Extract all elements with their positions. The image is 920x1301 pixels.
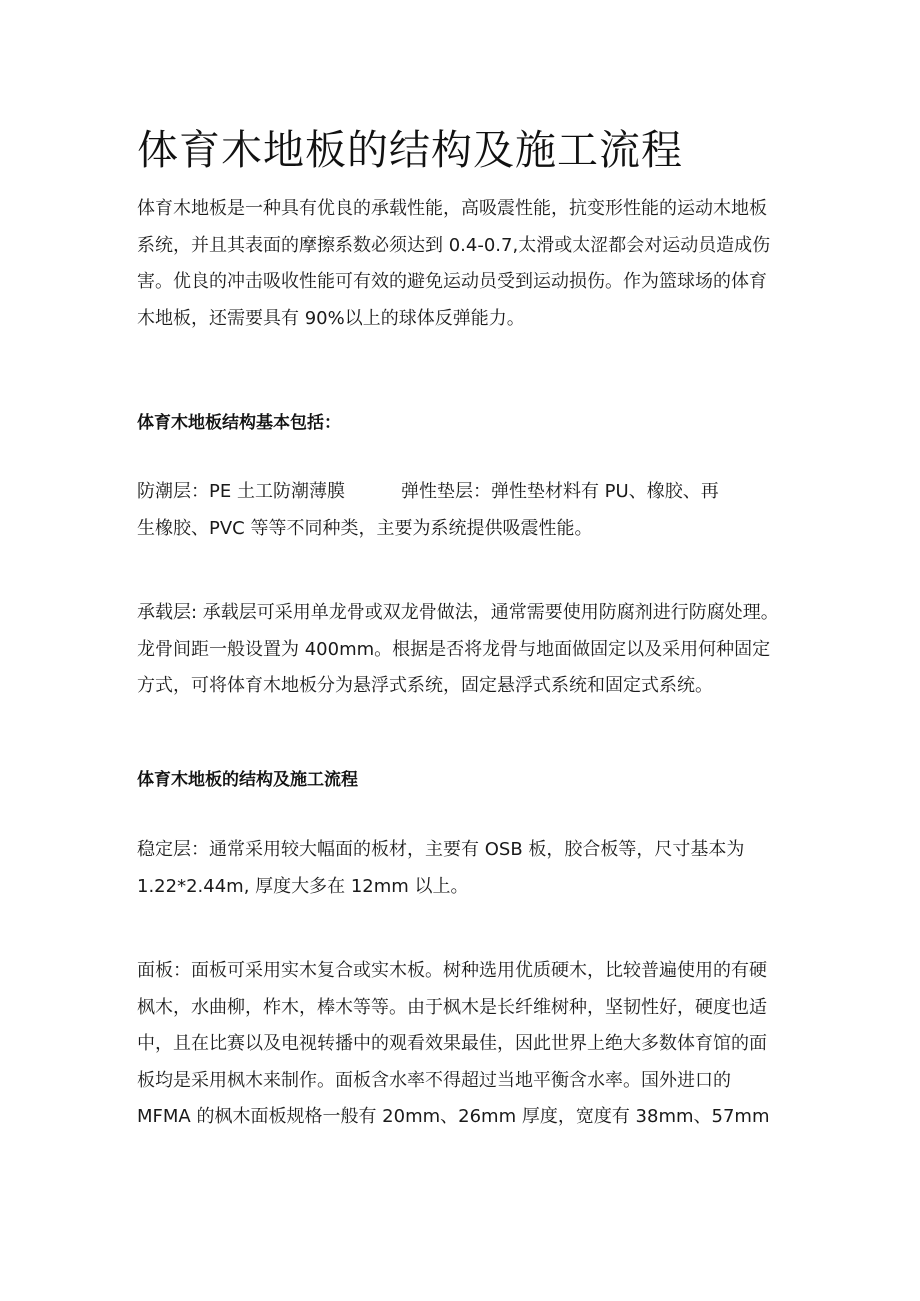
bearing-line: 方式，可将体育木地板分为悬浮式系统，固定悬浮式系统和固定式系统。 — [137, 675, 713, 696]
panel-line: 枫木，水曲柳，柞木，棒木等等。由于枫木是长纤维树种，坚韧性好，硬度也适 — [137, 996, 767, 1018]
panel-line: MFMA 的枫木面板规格一般有 20mm、26mm 厚度，宽度有 38mm、57mm — [137, 1106, 770, 1127]
layers-paragraph — [137, 474, 719, 547]
bearing-paragraph — [137, 595, 779, 705]
panel-line: 板均是采用枫木来制作。面板含水率不得超过当地平衡含水率。国外进口的 — [137, 1069, 731, 1091]
stable-line: 1.22*2.44m, 厚度大多在 12mm 以上。 — [137, 875, 469, 897]
panel-line: 中，且在比赛以及电视转播中的观看效果最佳，因此世界上绝大多数体育馆的面 — [137, 1033, 767, 1054]
stable-line: 稳定层：通常采用较大幅面的板材，主要有 OSB 板，胶合板等，尺寸基本为 — [137, 839, 745, 860]
elastic-layer-text: 弹性垫层：弹性垫材料有 PU、橡胶、再 — [400, 481, 719, 502]
intro-line: 木地板，还需要具有 90%以上的球体反弹能力。 — [137, 307, 525, 329]
bearing-line: 龙骨间距一般设置为 400mm。根据是否将龙骨与地面做固定以及采用何种固定 — [137, 638, 771, 660]
bearing-line: 承载层: 承载层可采用单龙骨或双龙骨做法，通常需要使用防腐剂进行防腐处理。 — [137, 602, 779, 623]
moisture-layer-text: 防潮层：PE 土工防潮薄膜 — [137, 481, 345, 502]
layers-line: 生橡胶、PVC 等等不同种类，主要为系统提供吸震性能。 — [137, 517, 593, 539]
process-heading: 体育木地板的结构及施工流程 — [137, 770, 358, 790]
intro-paragraph — [137, 191, 770, 337]
intro-line: 体育木地板是一种具有优良的承载性能，高吸震性能，抗变形性能的运动木地板 — [137, 198, 767, 219]
structure-heading: 体育木地板结构基本包括： — [137, 413, 341, 433]
document-title: 体育木地板的结构及施工流程 — [137, 126, 683, 174]
panel-paragraph — [137, 953, 770, 1136]
stable-paragraph — [137, 832, 744, 905]
intro-line: 系统，并且其表面的摩擦系数必须达到 0.4-0.7,太滑或太涩都会对运动员造成伤 — [137, 234, 771, 256]
intro-line: 害。优良的冲击吸收性能可有效的避免运动员受到运动损伤。作为篮球场的体育 — [137, 271, 767, 292]
layers-line — [137, 474, 719, 511]
panel-line: 面板：面板可采用实木复合或实木板。树种选用优质硬木，比较普遍使用的有硬 — [137, 960, 767, 981]
